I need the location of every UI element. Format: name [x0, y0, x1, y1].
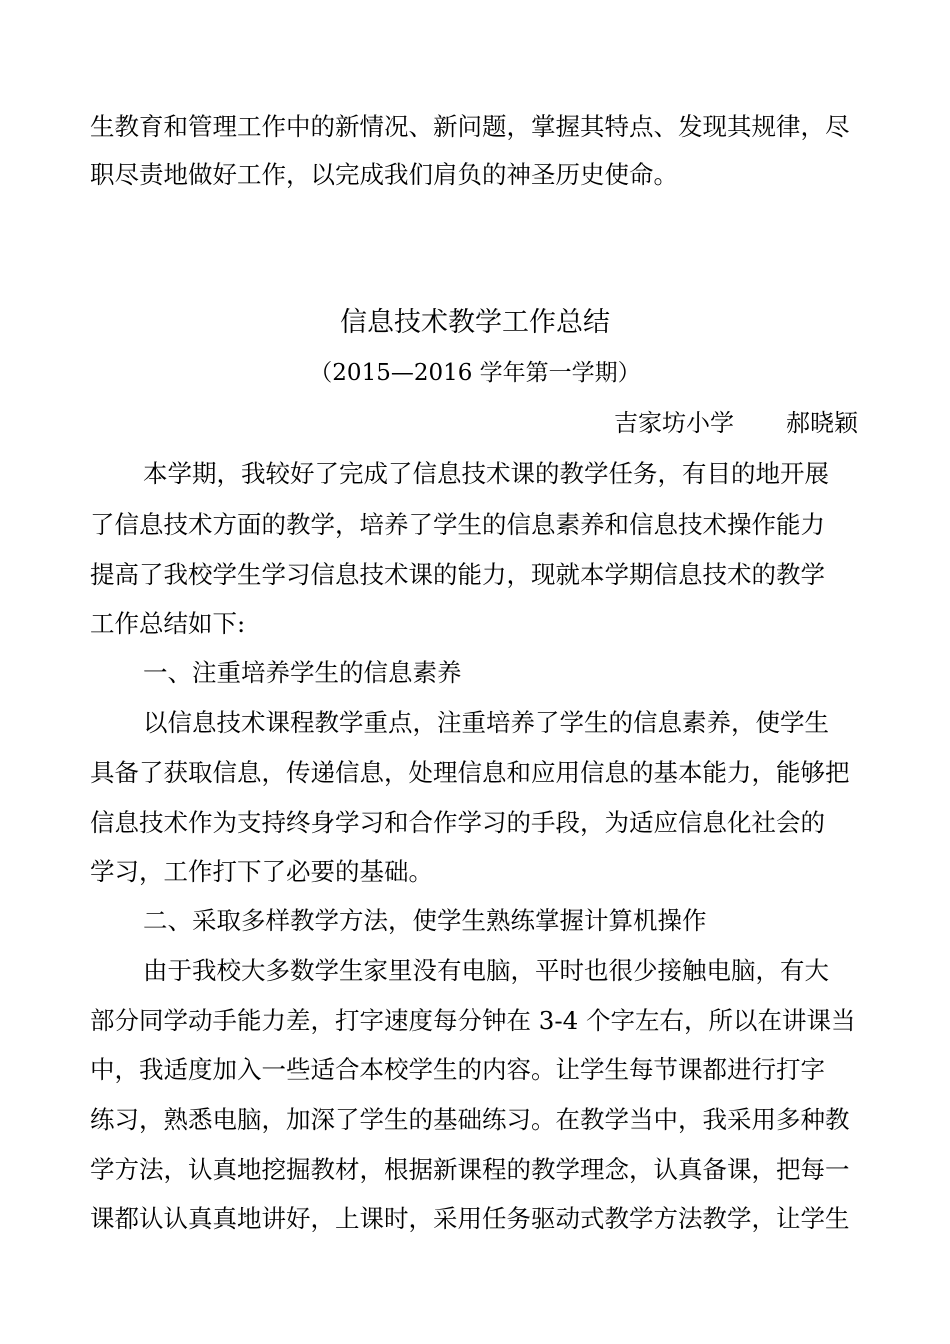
- paragraph-line: 提高了我校学生学习信息技术课的能力，现就本学期信息技术的教学: [90, 560, 825, 589]
- paragraph-line: 部分同学动手能力差，打字速度每分钟在 3-4 个字左右，所以在讲课当: [90, 1006, 856, 1035]
- paragraph-line: 课都认认真真地讲好，上课时，采用任务驱动式教学方法教学，让学生: [90, 1204, 850, 1233]
- paragraph-line: 工作总结如下:: [90, 609, 246, 638]
- paragraph-line: 练习，熟悉电脑，加深了学生的基础练习。在教学当中，我采用多种教: [90, 1105, 850, 1134]
- school-name: 吉家坊小学: [614, 409, 734, 437]
- paragraph-line: 本学期，我较好了完成了信息技术课的教学任务，有目的地开展: [143, 459, 829, 488]
- document-title: 信息技术教学工作总结: [340, 307, 610, 338]
- paragraph-line: 中，我适度加入一些适合本校学生的内容。让学生每节课都进行打字: [90, 1055, 825, 1084]
- paragraph-line: 由于我校大多数学生家里没有电脑，平时也很少接触电脑，有大: [143, 956, 829, 985]
- paragraph-line: 了信息技术方面的教学，培养了学生的信息素养和信息技术操作能力: [90, 510, 825, 539]
- paragraph-line: 学方法，认真地挖掘教材，根据新课程的教学理念，认真备课，把每一: [90, 1155, 850, 1184]
- section-heading: 一、注重培养学生的信息素养: [143, 658, 462, 687]
- paragraph-line: 以信息技术课程教学重点，注重培养了学生的信息素养，使学生: [143, 708, 829, 737]
- paragraph-line: 学习，工作打下了必要的基础。: [90, 857, 433, 886]
- paragraph-line: 信息技术作为支持终身学习和合作学习的手段，为适应信息化社会的: [90, 808, 825, 837]
- previous-paragraph-line: 职尽责地做好工作，以完成我们肩负的神圣历史使命。: [90, 160, 678, 189]
- section-heading: 二、采取多样教学方法，使学生熟练掌握计算机操作: [143, 906, 707, 935]
- paragraph-line: 具备了获取信息，传递信息，处理信息和应用信息的基本能力，能够把: [90, 758, 850, 787]
- author-name: 郝晓颖: [786, 409, 858, 437]
- author-line: [614, 408, 858, 438]
- document-subtitle: （2015—2016 学年第一学期）: [309, 360, 641, 386]
- previous-paragraph-line: 生教育和管理工作中的新情况、新问题，掌握其特点、发现其规律，尽: [90, 112, 850, 141]
